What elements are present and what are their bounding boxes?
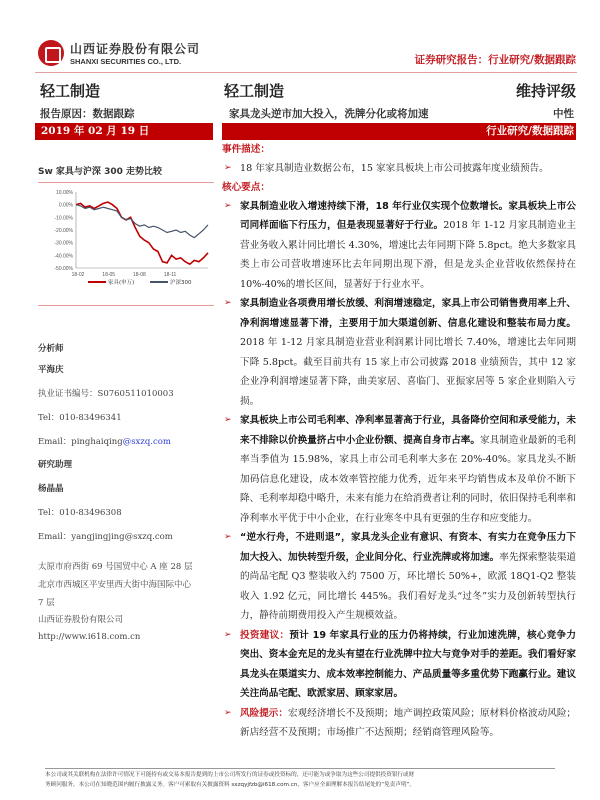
core-point-lead: “逆水行舟，不进则退”，家具龙头企业有意识、有资本、有实力在竞争压力下加大投入、加快转型升级，企业间分化、行业洗牌或将加速。 [240,532,576,563]
rating: 中性 [553,108,574,120]
core-point [222,528,576,626]
event-text: 18 年家具制造业数据公布，15 家家具板块上市公司披露年度业绩预告。 [240,163,549,174]
report-date: 2019 年 02 月 19 日 [35,123,213,140]
core-point-text: 率先探索整装渠道的尚品宅配 Q3 整装收入约 7500 万，环比增长 50%+，欧派 18Q1-Q2 整装收入 1.92 亿元，同比增长 445%。我们看好龙头“过冬”实力及创新转型执行力，静待前期费用投入产生规模效益。 [240,551,577,621]
company-name: 山西证券股份有限公司 [38,615,124,625]
assistant-email: Email：yangjingjing@sxzq.com [38,532,173,542]
y-tick-label: -50.00% [54,266,73,272]
risk-text: 宏观经济增长不及预期；地产调控政策风险；原材料价格波动风险；新店经营不及预期；市场推广不达预期；经销商管理风险等。 [240,707,577,738]
arrow-bullet-icon: ➢ [224,163,232,173]
company-name-cn: 山西证券股份有限公司 [70,42,201,56]
x-tick-label: 18-05 [102,272,116,278]
arrow-bullet-icon: ➢ [224,532,232,542]
legend-label: 家具(申万) [108,280,135,286]
arrow-bullet-icon: ➢ [224,629,232,640]
report-reason: 报告原因：数据跟踪 [40,108,135,120]
main-content [222,141,576,743]
y-tick-label: 0.00% [58,202,73,209]
invest-text: 预计 19 年家具行业的压力仍将持续，行业加速洗牌，核心竞争力突出、资本金充足的龙头有望在行业洗牌中拉大与竞争对手的差距。我们看好家具龙头在渠道实力、成本效率控制能力、产品质量等多重优势下跑赢行业。建议关注尚品宅配、欧派家居、顾家家居。 [240,629,576,699]
core-point [222,294,576,411]
core-point-text: 2018 年 1-12 月家具制造业主营业务收入累计同比增长 4.30%，增速比去年同期下降 5.8pct。绝大多数家具类上市公司营收增速环比去年同期出现下滑，但是龙头企业营收依然保持在 10%-40%的增长区间，显著好于行业水平。 [240,220,577,290]
core-point-lead: 家具制造业收入增速持续下滑，18 年行业仅实现个位数增长。家具板块上市公司同样面临下行压力，但是表现显著好于行业。 [240,200,576,231]
assistant-label: 研究助理 [38,460,73,470]
y-tick-label: -10.00% [54,215,73,222]
address-beijing: 北京市西城区平安里西大街中海国际中心 [38,580,192,590]
website-link[interactable]: http://www.i618.com.cn [38,632,141,642]
disclaimer-line-1: 本公司或其关联机构在法律许可情况下可能持有或交易本报告提到的上市公司所发行的证券或投资标的，还可能为或争取为这些公司提供投资银行或财 [45,772,415,778]
chart-title: Sw 家具与沪深 300 走势比较 [38,167,162,177]
core-title: 核心要点： [222,181,270,193]
core-point [222,197,576,295]
assistant-tel: Tel：010-83496308 [38,508,122,518]
assistant-name: 杨晶晶 [38,484,64,494]
email-link[interactable]: @sxzq.com [122,437,171,447]
y-tick-label: -30.00% [54,240,73,247]
legend-label: 沪深300 [170,280,192,286]
headline: 家具龙头逆市加大投入，洗牌分化或将加速 [229,108,429,120]
company-name-en: SHANXI SECURITIES CO., LTD. [70,57,182,66]
y-tick-label: -40.00% [54,253,73,260]
event-title: 事件描述： [222,144,270,155]
disclaimer-line-2: 务顾问服务。本公司在知晓范围内履行披露义务。客户可索取有关披露资料 sxzqyjfzb@i618.com.cn，客户应全面理解本报告结尾处的“免责声明”。 [45,782,416,788]
analyst-label: 分析师 [38,344,64,354]
core-point-lead: 家具板块上市公司毛利率、净利率显著高于行业，具备降价空间和承受能力，未来不排除以价换量挤占中小企业份额、提高自身市占率。 [240,415,576,446]
arrow-bullet-icon: ➢ [224,298,232,308]
x-tick-label: 18-11 [163,272,177,278]
arrow-bullet-icon: ➢ [224,415,232,425]
risk-item [222,704,576,743]
report-type: 证券研究报告：行业研究/数据跟踪 [414,54,576,66]
analyst-email [38,435,171,447]
core-point-lead: 家具制造业各项费用增长放缓、利润增速稳定，家具上市公司销售费用率上升、净利润增速显著下滑，主要用于加大渠道创新、信息化建设和整装布局力度。 [240,298,576,329]
email-prefix: Email：pinghaiqing [38,437,123,447]
core-point-text: 家具制造业最新的毛利率当季值为 15.98%，家具上市公司毛利率大多在 20%-40%。家具龙头不断加码信息化建设，成本效率管控能力优秀，近年来平均销售成本及单价不断下降、毛利率却稳中略升，未来有能力在给消费者让利的同时，依旧保持毛利率和净利率水平优于中小企业，在行业寒冬中具有更强的生存和应变能力。 [240,434,577,524]
x-tick-label: 18-08 [132,272,146,278]
series-line-csi300 [76,205,208,238]
analyst-name: 平海庆 [38,365,64,375]
industry-title: 轻工制造 [224,82,285,100]
arrow-bullet-icon: ➢ [224,707,232,718]
section-bar: 行业研究/数据跟踪 [222,123,576,140]
core-point [222,411,576,528]
trend-chart [38,186,214,286]
analyst-tel: Tel：010-83496341 [38,413,122,423]
arrow-bullet-icon: ➢ [224,200,232,211]
y-tick-label: -20.00% [54,228,73,234]
y-tick-label: 10.00% [56,190,73,196]
core-point-text: 2018 年 1-12 月家具制造业营业利润累计同比增长 7.40%，增速比去年同期下降 5.8pct。截至目前共有 15 家上市公司披露 2018 业绩预告，其中 12 家企业净利润增速显著下降，曲美家居、喜临门、亚振家居等 5 家企业则陷入亏损。 [240,337,576,407]
rating-action: 维持评级 [515,82,576,100]
left-industry-title: 轻工制造 [40,82,101,100]
analyst-license: 执业证书编号：S0760511010003 [38,389,174,399]
invest-item [222,626,576,704]
risk-label: 风险提示： [240,707,289,719]
address-taiyuan: 太原市府西街 69 号国贸中心 A 座 28 层 [38,562,193,572]
company-logo [38,40,200,66]
address-floor: 7 层 [38,598,55,608]
invest-label: 投资建议： [240,629,290,641]
x-tick-label: 18-02 [71,272,85,278]
header-divider [35,72,577,73]
event-item [222,159,576,179]
logo-icon [38,40,64,66]
footer-divider [45,768,555,769]
